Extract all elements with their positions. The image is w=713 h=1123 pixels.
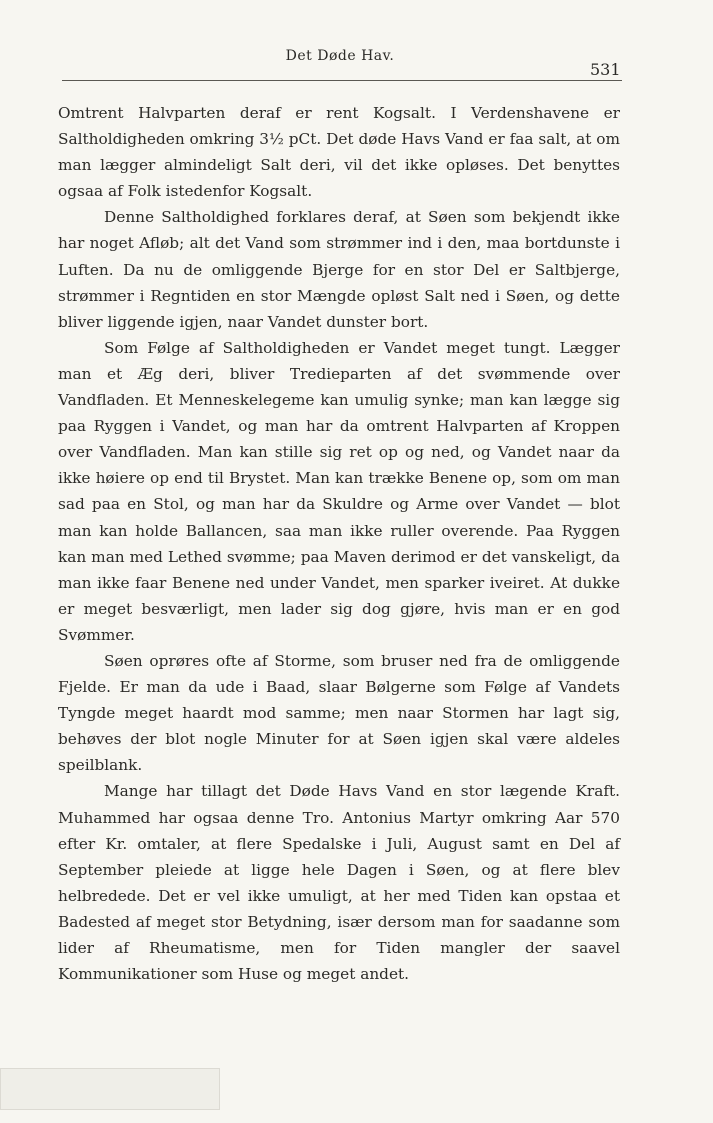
paragraph: Som Følge af Saltholdigheden er Vandet meget tungt. Lægger man et Æg deri, bliver Tredieparten af det svømmende over Vandfladen. Et Menneskelegeme kan umulig synke; man kan lægge sig paa Ryggen i Vandet, og man har da omtrent Halvparten af Kroppen over Vandfladen. Man kan stille sig ret op og ned, og Vandet naar da ikke høiere op end til Brystet. Man kan trække Benene op, som om man sad paa en Stol, og man har da Skuldre og Arme over Vandet — blot man kan holde Ballancen, saa man ikke ruller overende. Paa Ryggen kan man med Lethed svømme; paa Maven derimod er det vanskeligt, da man ikke faar Benene ned under Vandet, men sparker iveiret. At dukke er meget besværligt, men lader sig dog gjøre, hvis man er en god Svømmer.: [58, 338, 620, 644]
header-rule: [62, 80, 622, 81]
body-text: [58, 100, 620, 987]
paragraph: Mange har tillagt det Døde Havs Vand en stor lægende Kraft. Muhammed har ogsaa denne Tro. Antonius Martyr omkring Aar 570 efter Kr. omtaler, at flere Spedalske i Juli, August samt en Del af September pleiede at ligge hele Dagen i Søen, og at flere blev helbredede. Det er vel ikke umuligt, at her med Tiden kan opstaa et Badested af meget stor Betydning, især dersom man for saadanne som lider af Rheumatisme, men for Tiden mangler der saavel Kommunikationer som Huse og meget andet.: [58, 782, 620, 984]
paragraph: Omtrent Halvparten deraf er rent Kogsalt. I Verdenshavene er Saltholdigheden omkring 3½ pCt. Det døde Havs Vand er faa salt, at om man lægger almindeligt Salt deri, vil det ikke opløses. Det benyttes ogsaa af Folk istedenfor Kogsalt.: [58, 104, 620, 201]
running-title: Det Døde Hav.: [285, 48, 395, 64]
library-stamp: [0, 1068, 220, 1110]
page-number: 531: [590, 60, 621, 79]
paragraph: Denne Saltholdighed forklares deraf, at Søen som bekjendt ikke har noget Afløb; alt det Vand som strømmer ind i den, maa bortdunste i Luften. Da nu de omliggende Bjerge for en stor Del er Saltbjerge, strømmer i Regntiden en stor Mængde opløst Salt ned i Søen, og dette bliver liggende igjen, naar Vandet dunster bort.: [58, 208, 620, 331]
paragraph: Søen oprøres ofte af Storme, som bruser ned fra de omliggende Fjelde. Er man da ude i Baad, slaar Bølgerne som Følge af Vandets Tyngde meget haardt mod samme; men naar Stormen har lagt sig, behøves der blot nogle Minuter for at Søen igjen skal være aldeles speilblank.: [58, 651, 620, 775]
